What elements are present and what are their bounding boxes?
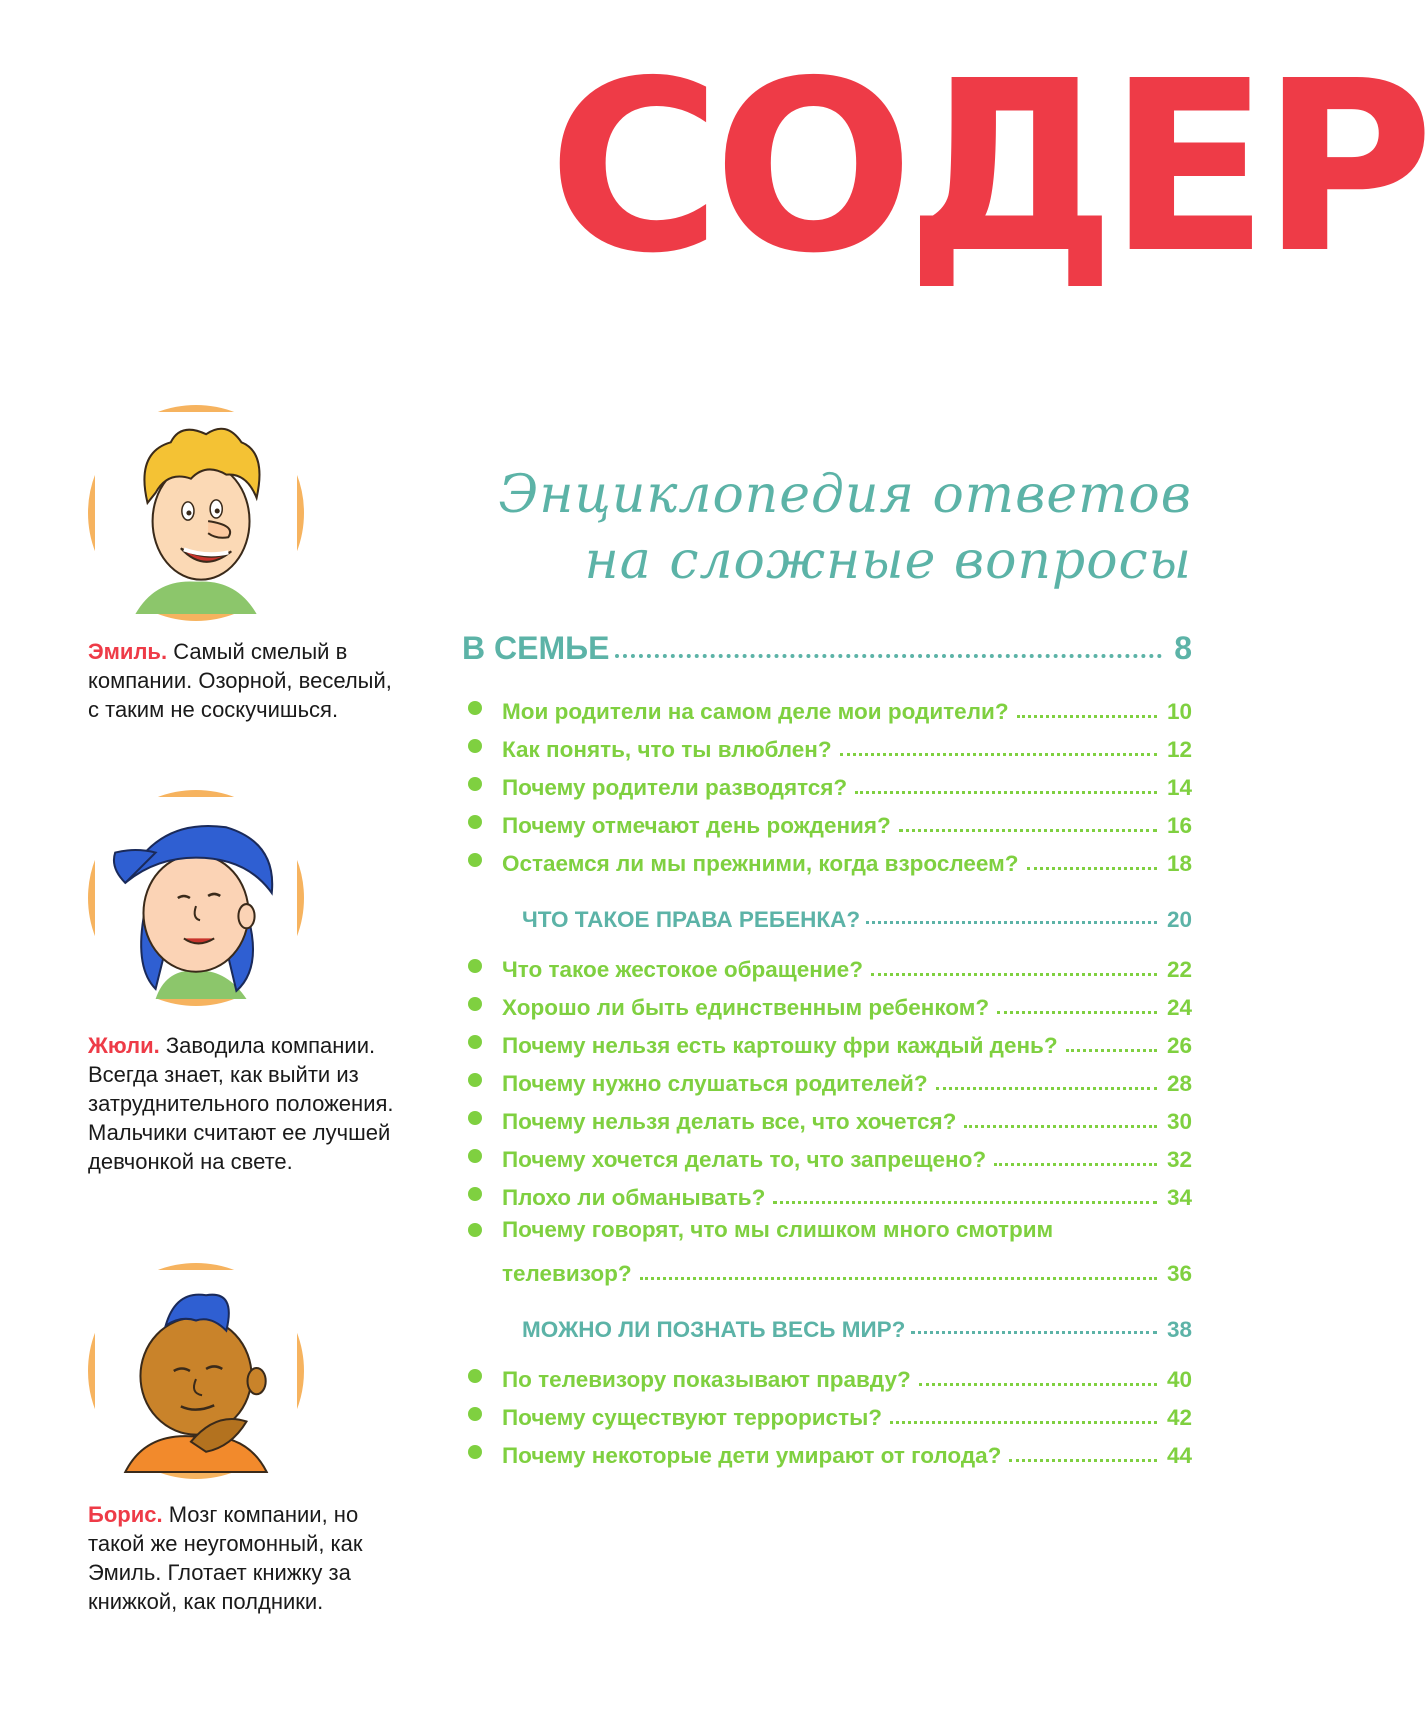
dot-leader [890,1421,1157,1424]
toc-entry[interactable] [462,687,1192,725]
toc-subsection-page: 38 [1166,1317,1192,1342]
toc-entry-label: Почему говорят, что мы слишком много смотрим [502,1217,1054,1242]
toc-entry-page: 12 [1166,737,1192,762]
dot-leader [964,1125,1157,1128]
bullet-icon [468,739,482,753]
subtitle-line-2: на сложные вопросы [584,531,1192,591]
dot-leader [615,654,1162,658]
toc-entry[interactable] [462,839,1192,877]
dot-leader [1017,715,1157,718]
dot-leader [911,1331,1157,1334]
toc-entry-label: Почему нельзя делать все, что хочется? [502,1109,957,1134]
toc-entry-page: 34 [1166,1185,1192,1210]
toc-entry-page: 40 [1166,1367,1192,1392]
toc-entry-label: Хорошо ли быть единственным ребенком? [502,995,990,1020]
toc-entry-label-continued: телевизор? [502,1261,632,1286]
toc-entry-label: Плохо ли обманывать? [502,1185,766,1210]
dot-leader [1009,1459,1157,1462]
boris-name: Борис. [88,1502,163,1527]
bullet-icon [468,1187,482,1201]
bullet-icon [468,1073,482,1087]
bullet-icon [468,1369,482,1383]
toc-entry-label: По телевизору показывают правду? [502,1367,911,1392]
toc-entry-page: 16 [1166,813,1192,838]
dot-leader [1066,1049,1157,1052]
toc-section-page: 8 [1174,630,1192,666]
toc-entry[interactable] [462,1135,1192,1173]
toc-entry-label: Остаемся ли мы прежними, когда взрослеем? [502,851,1019,876]
bullet-icon [468,1035,482,1049]
toc-entry[interactable] [462,725,1192,763]
bullet-icon [468,997,482,1011]
toc-entry-page: 36 [1166,1261,1192,1286]
toc-entry-page: 18 [1166,851,1192,876]
julie-description: Заводила компании. Всегда знает, как выйти из затруднительного положения. Мальчики считают ее лучшей девчонкой на свете. [88,1033,394,1174]
toc-entry[interactable] [462,1173,1192,1211]
toc-entry-page: 10 [1166,699,1192,724]
bullet-icon [468,1111,482,1125]
toc-section-title: В СЕМЬЕ [462,630,610,666]
emil-description: Самый смелый в компании. Озорной, веселый, с таким не соскучишься. [88,639,392,722]
toc-entry[interactable] [462,1355,1192,1393]
dot-leader [840,753,1157,756]
toc-entry-label: Почему существуют террористы? [502,1405,883,1430]
toc-entry-page: 26 [1166,1033,1192,1058]
toc-entry-label: Почему хочется делать то, что запрещено? [502,1147,987,1172]
toc-entry[interactable] [462,1393,1192,1431]
bullet-icon [468,1223,482,1237]
toc-entry[interactable] [462,1059,1192,1097]
emil-bio [88,637,408,724]
toc-section-heading[interactable] [462,625,1192,667]
toc-entry[interactable] [462,1021,1192,1059]
toc-entry-label: Почему нужно слушаться родителей? [502,1071,928,1096]
dot-leader [919,1383,1157,1386]
toc-entry-page: 30 [1166,1109,1192,1134]
bullet-icon [468,1445,482,1459]
toc-entry-label: Почему отмечают день рождения? [502,813,891,838]
toc-entry-page: 24 [1166,995,1192,1020]
toc-entry-label: Как понять, что ты влюблен? [502,737,832,762]
subtitle-line-1: Энциклопедия ответов [498,465,1192,525]
dot-leader [997,1011,1157,1014]
page-title: СОДЕР [548,30,1426,305]
table-of-contents [462,625,1192,1469]
toc-subsection-title: ЧТО ТАКОЕ ПРАВА РЕБЕНКА? [522,907,861,932]
boris-description: Мозг компании, но такой же неугомонный, как Эмиль. Глотает книжку за книжкой, как полдники. [88,1502,363,1614]
emil-portrait [88,405,304,621]
toc-entry-page: 28 [1166,1071,1192,1096]
toc-entry-page: 14 [1166,775,1192,800]
bullet-icon [468,777,482,791]
toc-subsection-title: МОЖНО ЛИ ПОЗНАТЬ ВЕСЬ МИР? [522,1317,906,1342]
bullet-icon [468,701,482,715]
toc-entry-label: Почему некоторые дети умирают от голода? [502,1443,1002,1468]
bullet-icon [468,853,482,867]
toc-entry-page: 22 [1166,957,1192,982]
toc-entry[interactable] [462,763,1192,801]
dot-leader [994,1163,1157,1166]
toc-entry[interactable] [462,983,1192,1021]
toc-entry-label: Почему родители разводятся? [502,775,848,800]
boris-bio [88,1500,408,1616]
dot-leader [640,1277,1157,1280]
toc-entry-page: 32 [1166,1147,1192,1172]
girl-blue-hair-portrait-icon [95,797,297,999]
toc-entry-label: Почему нельзя есть картошку фри каждый день? [502,1033,1058,1058]
toc-entry[interactable] [462,945,1192,983]
toc-entry-page: 42 [1166,1405,1192,1430]
dot-leader [1027,867,1157,870]
dot-leader [866,921,1157,924]
dot-leader [855,791,1157,794]
toc-entry-page: 44 [1166,1443,1192,1468]
bullet-icon [468,815,482,829]
toc-subsection[interactable] [462,883,1192,933]
boy-thinking-portrait-icon [95,1270,297,1472]
toc-subsection-page: 20 [1166,907,1192,932]
toc-entry-label: Мои родители на самом деле мои родители? [502,699,1009,724]
toc-entry[interactable] [462,1431,1192,1469]
julie-name: Жюли. [88,1033,160,1058]
boris-portrait [88,1263,304,1479]
bullet-icon [468,959,482,973]
toc-entry[interactable] [462,1211,1192,1287]
julie-bio [88,1031,408,1176]
bullet-icon [468,1407,482,1421]
dot-leader [936,1087,1157,1090]
boy-blond-portrait-icon [95,412,297,614]
toc-entry[interactable] [462,1097,1192,1135]
toc-entry[interactable] [462,801,1192,839]
bullet-icon [468,1149,482,1163]
dot-leader [871,973,1157,976]
toc-entry-label: Что такое жестокое обращение? [502,957,863,982]
julie-portrait [88,790,304,1006]
dot-leader [773,1201,1157,1204]
book-subtitle [499,462,1193,594]
emil-name: Эмиль. [88,639,168,664]
toc-subsection[interactable] [462,1293,1192,1343]
dot-leader [899,829,1157,832]
